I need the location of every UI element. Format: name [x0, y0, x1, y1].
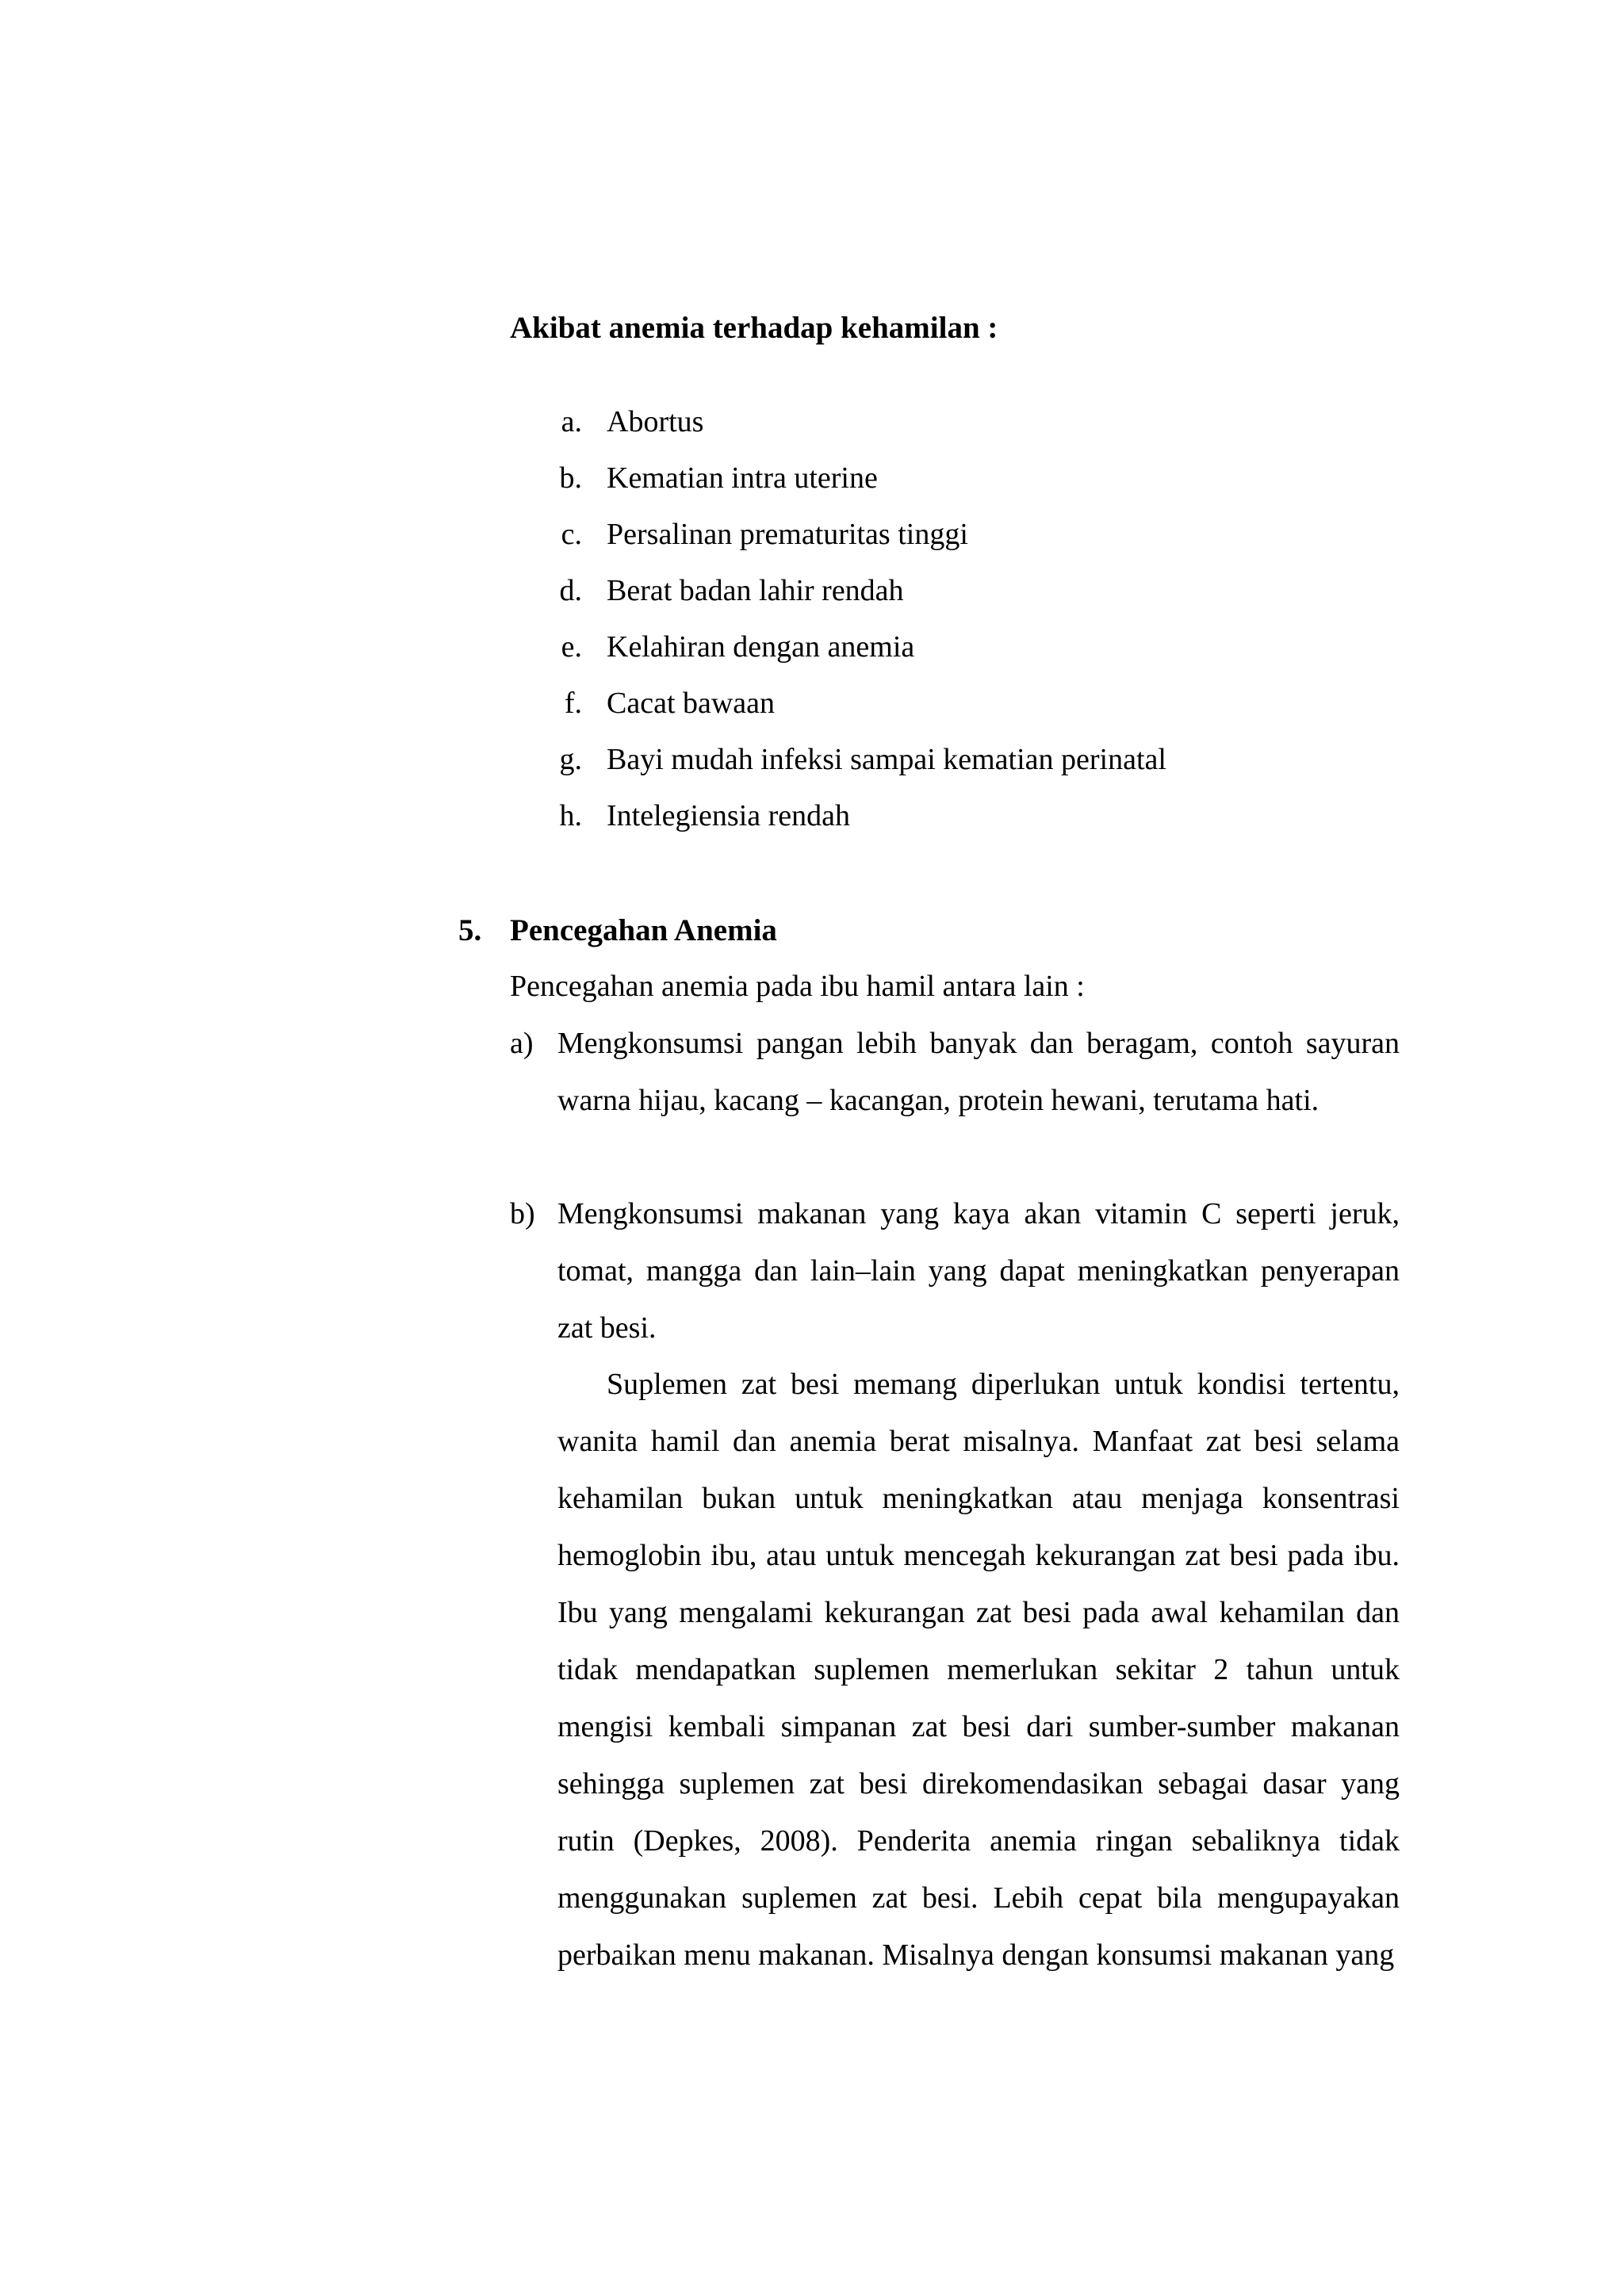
list-marker: a)	[510, 1027, 534, 1060]
section-intro: Pencegahan anemia pada ibu hamil antara lain :	[510, 970, 1085, 1003]
list-item	[0, 512, 1624, 557]
list-item	[0, 400, 1624, 444]
list-marker: b)	[510, 1197, 535, 1230]
list-marker: g.	[559, 743, 582, 776]
list-item	[0, 456, 1624, 500]
list-marker: e.	[561, 630, 582, 664]
list-marker: f.	[564, 687, 582, 720]
list-item-text: Kelahiran dengan anemia	[607, 630, 915, 664]
list-marker: h.	[559, 799, 582, 832]
list-item-text: Bayi mudah infeksi sampai kematian perinatal	[607, 743, 1166, 776]
list-item-text: Cacat bawaan	[607, 687, 776, 720]
list-item	[0, 681, 1624, 725]
list-item	[0, 794, 1624, 838]
list-item-text: Mengkonsumsi makanan yang kaya akan vitamin C seperti jeruk, tomat, mangga dan lain–lain yang dapat meningkatkan penyerapan zat besi.	[557, 1197, 1400, 1345]
list-item-text: Intelegiensia rendah	[607, 799, 851, 832]
body-paragraph: Suplemen zat besi memang diperlukan untuk kondisi tertentu, wanita hamil dan anemia berat misalnya. Manfaat zat besi selama kehamilan bukan untuk meningkatkan atau menjaga konsentrasi hemoglobin ibu, atau untuk mencegah kekurangan zat besi pada ibu. Ibu yang mengalami kekurangan zat besi pada awal kehamilan dan tidak mendapatkan suplemen memerlukan sekitar 2 tahun untuk mengisi kembali simpanan zat besi dari sumber-sumber makanan sehingga suplemen zat besi direkomendasikan sebagai dasar yang rutin (Depkes, 2008). Penderita anemia ringan sebaliknya tidak menggunakan suplemen zat besi. Lebih cepat bila mengupayakan perbaikan menu makanan. Misalnya dengan konsumsi makanan yang	[557, 1368, 1400, 1972]
list-marker: d.	[559, 574, 582, 607]
list-item	[0, 625, 1624, 669]
list-item	[0, 737, 1624, 782]
list-marker: c.	[561, 518, 582, 551]
list-item-text: Mengkonsumsi pangan lebih banyak dan beragam, contoh sayuran warna hijau, kacang – kacangan, protein hewani, terutama hati.	[557, 1027, 1400, 1117]
section-heading: Akibat anemia terhadap kehamilan :	[510, 311, 998, 345]
list-item-text: Persalinan prematuritas tinggi	[607, 518, 968, 551]
section-title: Pencegahan Anemia	[510, 913, 777, 947]
list-item	[0, 568, 1624, 613]
list-item-text: Kematian intra uterine	[607, 461, 878, 495]
list-marker: a.	[561, 405, 582, 438]
list-marker: b.	[559, 461, 582, 495]
list-item-text: Abortus	[607, 405, 704, 438]
list-item-text: Berat badan lahir rendah	[607, 574, 904, 607]
section-number: 5.	[458, 913, 482, 947]
